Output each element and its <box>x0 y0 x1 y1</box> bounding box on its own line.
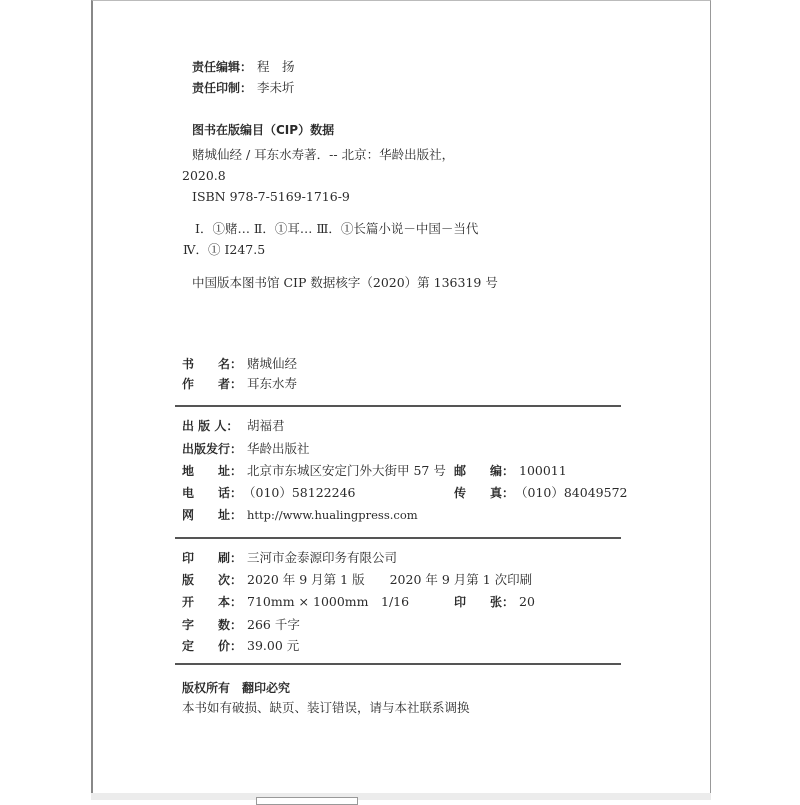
copyright-heading: 版权所有 翻印必究 <box>182 681 291 695</box>
cip-record: 中国版本图书馆 CIP 数据核字（2020）第 136319 号 <box>192 275 498 290</box>
sheets-label: 印 张： <box>454 595 515 609</box>
cip-class2: Ⅳ．① I247.5 <box>183 242 266 257</box>
phone-label: 电 话： <box>182 486 243 500</box>
copyright-page <box>91 0 711 794</box>
edition-label: 版 次： <box>182 573 243 587</box>
author-label: 作 者： <box>182 377 243 391</box>
divider <box>175 405 621 407</box>
title-label: 书 名： <box>182 357 243 371</box>
printer-label: 印 刷： <box>182 551 243 565</box>
printing-supervisor-name: 李未圻 <box>257 80 295 95</box>
word-count-label: 字 数： <box>182 618 243 632</box>
fax-label: 传 真： <box>454 486 515 500</box>
word-count-value: 266 千字 <box>247 617 300 632</box>
cip-isbn: ISBN 978-7-5169-1716-9 <box>192 189 350 204</box>
editor-name: 程 扬 <box>257 59 295 74</box>
cip-heading: 图书在版编目（CIP）数据 <box>192 123 335 137</box>
phone-value: （010）58122246 <box>243 485 356 500</box>
address-label: 地 址： <box>182 464 243 478</box>
edition-value: 2020 年 9 月第 1 版 2020 年 9 月第 1 次印刷 <box>247 572 533 587</box>
website-link[interactable]: http://www.hualingpress.com <box>247 508 418 522</box>
copyright-notice: 本书如有破损、缺页、装订错误，请与本社联系调换 <box>182 700 470 715</box>
editor-label: 责任编辑： <box>192 60 253 74</box>
website-label: 网 址： <box>182 508 243 522</box>
printing-supervisor-label: 责任印制： <box>192 81 253 95</box>
postcode-label: 邮 编： <box>454 464 515 478</box>
printer-value: 三河市金泰源印务有限公司 <box>247 550 398 565</box>
address-value: 北京市东城区安定门外大街甲 57 号 <box>247 463 446 478</box>
publisher-value: 胡福君 <box>247 418 285 433</box>
divider <box>175 663 621 665</box>
title-value: 赌城仙经 <box>247 356 298 371</box>
sheets-value: 20 <box>519 594 535 609</box>
distributor-value: 华龄出版社 <box>247 441 310 456</box>
divider <box>175 537 621 539</box>
cip-line2: 2020.8 <box>182 168 226 183</box>
publisher-label: 出 版 人： <box>182 419 239 433</box>
author-value: 耳东水寿 <box>247 376 298 391</box>
fax-value: （010）84049572 <box>515 485 628 500</box>
bottom-scrollbar-track[interactable] <box>91 793 711 800</box>
cip-class1: Ⅰ．①赌… Ⅱ．①耳… Ⅲ．①长篇小说－中国－当代 <box>195 221 479 236</box>
format-label: 开 本： <box>182 595 243 609</box>
scrollbar-thumb[interactable] <box>256 797 358 805</box>
price-value: 39.00 元 <box>247 638 300 653</box>
cip-line1: 赌城仙经 / 耳东水寿著．-- 北京：华龄出版社， <box>192 147 455 162</box>
distributor-label: 出版发行： <box>182 442 243 456</box>
postcode-value: 100011 <box>519 463 567 478</box>
price-label: 定 价： <box>182 639 243 653</box>
format-value: 710mm × 1000mm 1/16 <box>247 594 410 609</box>
